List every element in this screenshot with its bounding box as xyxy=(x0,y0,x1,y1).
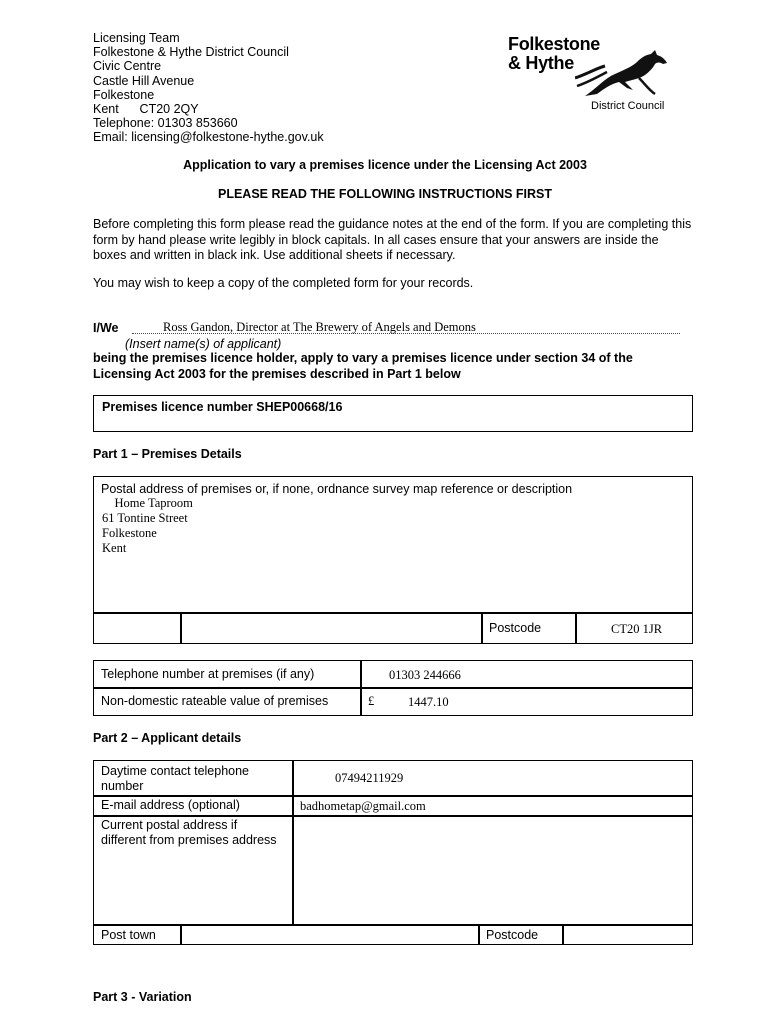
instructions-paragraph: Before completing this form please read the guidance notes at the end of the form. If you are completing this form by hand please write legibly in block capitals. In all cases ensure that your answers are inside the boxes and written in black ink. Use additional sheets if necessary. xyxy=(93,217,692,262)
divider xyxy=(93,612,693,614)
applicant-postcode-label: Postcode xyxy=(486,928,539,942)
applicant-postcode-field[interactable] xyxy=(564,926,692,944)
divider xyxy=(360,660,362,716)
post-town-field[interactable] xyxy=(182,926,477,944)
premises-postcode-field[interactable]: CT20 1JR xyxy=(611,622,663,636)
rateable-value-label: Non-domestic rateable value of premises xyxy=(101,694,329,708)
address-line: Email: licensing@folkestone-hythe.gov.uk xyxy=(93,130,324,145)
copy-note: You may wish to keep a copy of the completed form for your records. xyxy=(93,276,474,290)
council-address xyxy=(93,31,324,145)
premises-address-field[interactable] xyxy=(102,496,193,556)
current-address-field[interactable] xyxy=(294,817,692,923)
email-field[interactable]: badhometap@gmail.com xyxy=(300,799,426,813)
daytime-phone-field[interactable]: 07494211929 xyxy=(335,771,404,785)
licence-number-text: Premises licence number SHEP00668/16 xyxy=(102,400,343,414)
email-label: E-mail address (optional) xyxy=(101,798,240,812)
address-line: Folkestone & Hythe District Council xyxy=(93,45,289,60)
divider xyxy=(478,924,480,945)
rateable-value-field[interactable]: 1447.10 xyxy=(408,695,449,709)
address-line: Kent CT20 2QY xyxy=(93,102,199,117)
logo-subtitle: District Council xyxy=(591,100,665,112)
instructions-heading: PLEASE READ THE FOLLOWING INSTRUCTIONS FIRST xyxy=(217,187,553,201)
address-line: Telephone: 01303 853660 xyxy=(93,116,238,131)
daytime-phone-label: Daytime contact telephone number xyxy=(101,764,250,793)
logo-text-line2: & Hythe xyxy=(508,53,574,73)
premises-telephone-label: Telephone number at premises (if any) xyxy=(101,667,315,681)
form-title: Application to vary a premises licence under the Licensing Act 2003 xyxy=(183,158,587,172)
applicant-statement: being the premises licence holder, apply to vary a premises licence under section 34 of the Licensing Act 2003 for the premises described in Part 1 below xyxy=(93,351,633,381)
postal-address-label: Postal address of premises or, if none, ordnance survey map reference or description xyxy=(101,482,573,496)
divider xyxy=(93,795,693,797)
divider xyxy=(93,687,693,689)
divider xyxy=(180,612,182,644)
post-town-label: Post town xyxy=(101,928,156,942)
premises-address-line: Kent xyxy=(102,541,127,555)
premises-address-line: 61 Tontine Street xyxy=(102,511,188,525)
applicant-label: I/We xyxy=(93,321,119,335)
address-line: Licensing Team xyxy=(93,31,180,45)
part2-heading: Part 2 – Applicant details xyxy=(93,731,242,745)
premises-address-line: Folkestone xyxy=(102,526,157,540)
council-logo xyxy=(505,34,677,116)
logo-text-line1: Folkestone xyxy=(508,34,601,54)
address-line: Castle Hill Avenue xyxy=(93,73,195,88)
divider xyxy=(481,612,483,644)
address-line: Civic Centre xyxy=(93,59,162,74)
part1-heading: Part 1 – Premises Details xyxy=(93,447,242,461)
part3-heading: Part 3 - Variation xyxy=(93,990,192,1004)
currency-symbol: £ xyxy=(368,694,375,708)
premises-address-line: Home Taproom xyxy=(102,496,193,510)
address-line: Folkestone xyxy=(93,87,155,102)
divider xyxy=(575,612,577,644)
current-address-label: Current postal address if different from premises address xyxy=(101,818,277,847)
horse-icon xyxy=(575,48,675,103)
applicant-name-field[interactable]: Ross Gandon, Director at The Brewery of Angels and Demons xyxy=(163,320,476,334)
applicant-hint: (Insert name(s) of applicant) xyxy=(125,337,282,351)
premises-postcode-label: Postcode xyxy=(489,621,542,635)
premises-telephone-field[interactable]: 01303 244666 xyxy=(389,668,461,682)
